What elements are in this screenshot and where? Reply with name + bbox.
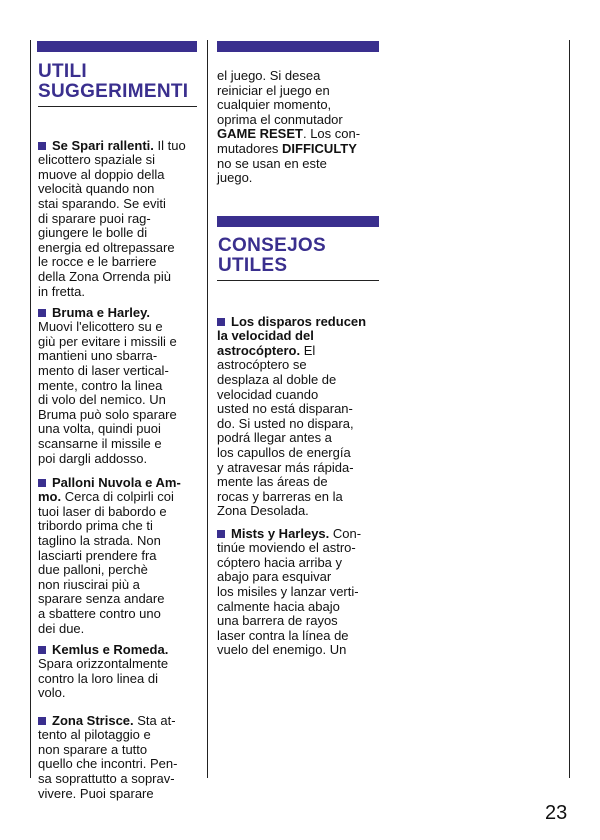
paragraph-text: El astrocóptero se desplaza al doble de velocidad cuando usted no está disparan- do. Si usted no dispara, podrá llegar antes a los capullos de energía y atravesar más rápida- mente las áreas de rocas y barreras en la Zona Desolada.: [217, 342, 354, 519]
paragraph-lead: Kemlus e Romeda.: [52, 641, 169, 657]
left-heading: UTILI SUGGERIMENTI: [38, 61, 189, 102]
paragraph-text: Spara orizzontalmente contro la loro linea di volo.: [38, 656, 169, 701]
paragraph-text: Muovi l'elicottero su e giù per evitare i missili e mantieni uno sbarra- mento di laser vertical- mente, contro la linea di volo del nemico. Un Bruma può solo sparare una volta, quindi puoi scansarne il missile e poi dargli addosso.: [38, 319, 177, 466]
paragraph-lead: Zona Strisce.: [52, 712, 134, 728]
bullet-square-icon: [217, 530, 225, 538]
right-paragraph-1: [217, 300, 385, 519]
paragraph-lead: Se Spari rallenti.: [52, 137, 154, 153]
paragraph-lead: Los disparos reducen la velocidad del astrocóptero.: [217, 313, 367, 358]
right-heading-bar: [217, 216, 379, 227]
right-paragraph-2: [217, 512, 385, 658]
left-paragraph-4: [38, 628, 206, 701]
game-reset-label: GAME RESET: [217, 126, 303, 142]
right-heading-underline: [217, 280, 379, 281]
left-paragraph-5: [38, 699, 206, 801]
page-number: 23: [545, 802, 568, 824]
bullet-square-icon: [38, 646, 46, 654]
right-continuation-text: [217, 69, 382, 186]
continuation-text: el juego. Si desea reiniciar el juego en cualquier momento, oprima el conmutador: [217, 68, 343, 127]
right-top-bar: [217, 41, 379, 52]
continuation-text: . Los con- mutadores: [217, 126, 361, 156]
bullet-square-icon: [38, 142, 46, 150]
continuation-text: no se usan en este juego.: [217, 155, 327, 186]
paragraph-lead: Bruma e Harley.: [52, 304, 151, 320]
left-paragraph-2: [38, 291, 206, 466]
paragraph-lead: Mists y Harleys.: [231, 525, 330, 541]
bullet-square-icon: [38, 309, 46, 317]
paragraph-text: Sta at- tento al pilotaggio e non sparare a tutto quello che incontri. Pen- sa soprattutto a soprav- vivere. Puoi sparare: [38, 712, 178, 801]
difficulty-label: DIFFICULTY: [282, 140, 357, 156]
left-paragraph-1: [38, 124, 206, 299]
column-rule-left: [30, 40, 31, 778]
bullet-square-icon: [217, 318, 225, 326]
left-heading-underline: [38, 106, 197, 107]
paragraph-text: Cerca di colpirli coi tuoi laser di babordo e tribordo prima che ti taglino la strada. Non lasciarti prendere fra due palloni, perchè non riuscirai più a sparare senza andare a sbattere contro uno dei due.: [38, 489, 174, 636]
bullet-square-icon: [38, 717, 46, 725]
column-rule-right: [569, 40, 570, 778]
paragraph-text: Il tuo elicottero spaziale si muove al doppio della velocità quando non stai sparando. Se eviti di sparare puoi rag- giungere le bolle di energia ed oltrepassare le rocce e le barriere della Zona Orrenda più in fretta.: [38, 137, 186, 299]
left-paragraph-3: [38, 461, 206, 636]
paragraph-text: Con- tinúe moviendo el astro- cóptero hacia arriba y abajo para esquivar los misiles y lanzar verti- calmente hacia abajo una barrera de rayos laser contra la línea de vuelo del enemigo. Un: [217, 525, 362, 658]
paragraph-lead: Palloni Nuvola e Am- mo.: [38, 474, 181, 505]
bullet-square-icon: [38, 479, 46, 487]
right-heading: CONSEJOS UTILES: [218, 235, 326, 276]
column-rule-middle: [207, 40, 208, 778]
left-heading-bar: [37, 41, 197, 52]
